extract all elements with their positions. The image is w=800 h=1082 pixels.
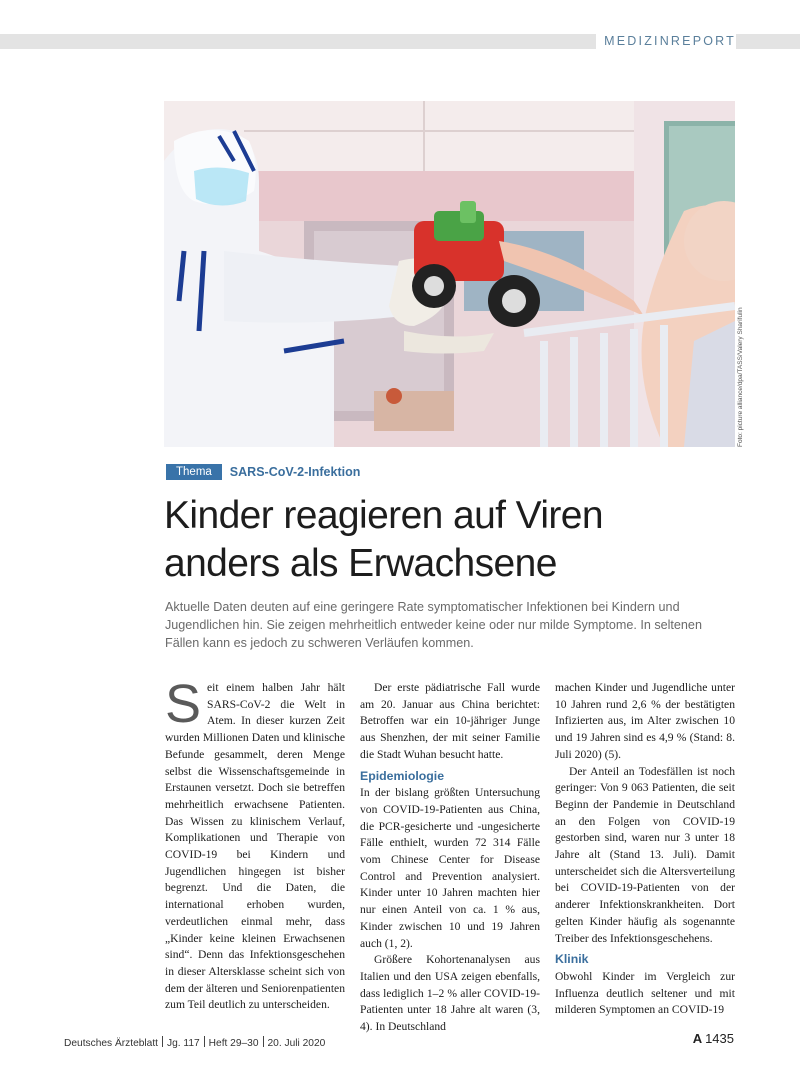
- topic-tag: Thema: [166, 464, 222, 480]
- paragraph: machen Kinder und Jugendliche unter 10 Jahren rund 2,6 % der bestätigten Infizierten aus, im Alter zwischen 10 und 19 Jahren sind es 4,9 % (Stand: 8. Juli 2020) (5).: [555, 681, 735, 761]
- intro-paragraph: [165, 674, 345, 1014]
- drop-cap: S: [165, 674, 202, 734]
- headline-line-1: Kinder reagieren auf Viren: [164, 494, 603, 537]
- separator: [204, 1036, 205, 1047]
- topic-title: SARS-CoV-2-Infektion: [229, 465, 361, 479]
- headline: [164, 492, 724, 588]
- headline-line-2: anders als Erwachsene: [164, 542, 557, 585]
- text-column-1: [165, 674, 345, 1014]
- topic-row: [166, 464, 360, 480]
- paragraph: Obwohl Kinder im Vergleich zur Influenza deutlich seltener und mit milderen Symptomen an COVID-19: [555, 969, 735, 1017]
- journal-name: Deutsches Ärzteblatt: [64, 1038, 158, 1049]
- photo-credit: Foto: picture alliance/dpa/TASS/Valery Sharifulin: [737, 307, 744, 447]
- text-column-2: [360, 680, 540, 1036]
- page-letter: A: [692, 1031, 703, 1046]
- paragraph: Größere Kohortenanalysen aus Italien und den USA zeigen ebenfalls, dass lediglich 1–2 % aller COVID-19-Patienten unter 18 Jahre alt waren (3, 4). In Deutschland: [360, 953, 540, 1034]
- heading-epidemiologie: Epidemiologie: [360, 768, 445, 783]
- page-number: [693, 1031, 734, 1046]
- text-column-3: [555, 680, 735, 1019]
- heading-klinik: Klinik: [555, 952, 589, 967]
- journal-issue: Heft 29–30: [208, 1038, 259, 1049]
- separator: [263, 1036, 264, 1047]
- journal-date: 20. Juli 2020: [267, 1038, 326, 1049]
- paragraph: Der erste pädiatrische Fall wurde am 20. Januar aus China berichtet: Betroffen war ein 10-jähriger Junge aus Shenzhen, der mit seiner Familie die Stadt Wuhan besucht hatte.: [360, 681, 540, 761]
- page-number-value: 1435: [705, 1031, 734, 1046]
- footer-citation: [64, 1036, 325, 1049]
- intro-text: eit einem halben Jahr hält SARS-CoV-2 die Welt in Atem. In dieser kurzen Zeit wurden Millionen Daten und klinische Befunde gesammelt, deren Menge selbst die Wissenschaftsgemeinde in Erstaunen versetzt. Doch sie betreffen mehrheitlich erwachsene Patienten. Das Wissen zu klinischem Verlauf, Komplikationen und Therapie von COVID-19 bei Kindern und Jugendlichen hingegen ist bisher begrenzt. Und die Daten, die international erhoben wurden, verdeutlichen einmal mehr, dass „Kinder keine kleinen Erwachsenen sind“. Denn das Infektionsgeschehen in dieser Altersklasse scheint sich von dem der älteren und Seniorenpatienten zum Teil deutlich zu unterscheiden.: [165, 681, 345, 1012]
- paragraph: In der bislang größten Untersuchung von COVID-19-Patienten aus China, die PCR-gesicherte und -ungesicherte Fälle enthielt, wurden 72 314 Fälle vom Chinese Center for Disease Control and Prevention analysiert. Kinder unter 10 Jahren machten hier nur einen Anteil von ca. 1 % aus, Kinder zwischen 10 und 19 Jahren auch (1, 2).: [360, 786, 540, 950]
- section-label: MEDIZINREPORT: [596, 33, 736, 50]
- journal-volume: Jg. 117: [167, 1038, 200, 1049]
- separator: [162, 1036, 163, 1047]
- photo-illustration: [164, 101, 735, 447]
- lead-paragraph: Aktuelle Daten deuten auf eine geringere Rate symptomatischer Infektionen bei Kindern und Jugendlichen hin. Sie zeigen mehrheitlich entweder keine oder nur milde Symptome. In seltenen Fällen kann es jedoch zu schweren Verläufen kommen.: [165, 600, 702, 651]
- paragraph: Der Anteil an Todesfällen ist noch geringer: Von 9 063 Patienten, die seit Beginn der Pandemie in Deutschland an den Folgen von COVID-19 gestorben sind, waren nur 3 unter 18 Jahre alt (Stand 13. Juli). Damit unterscheidet sich die Altersverteilung bei COVID-19-Patienten von der anderer Infektionskrankheiten. Dort gelten Kinder häufig als sogenannte Treiber des Infektionsgeschehens.: [555, 764, 735, 945]
- article-photo: [164, 101, 735, 447]
